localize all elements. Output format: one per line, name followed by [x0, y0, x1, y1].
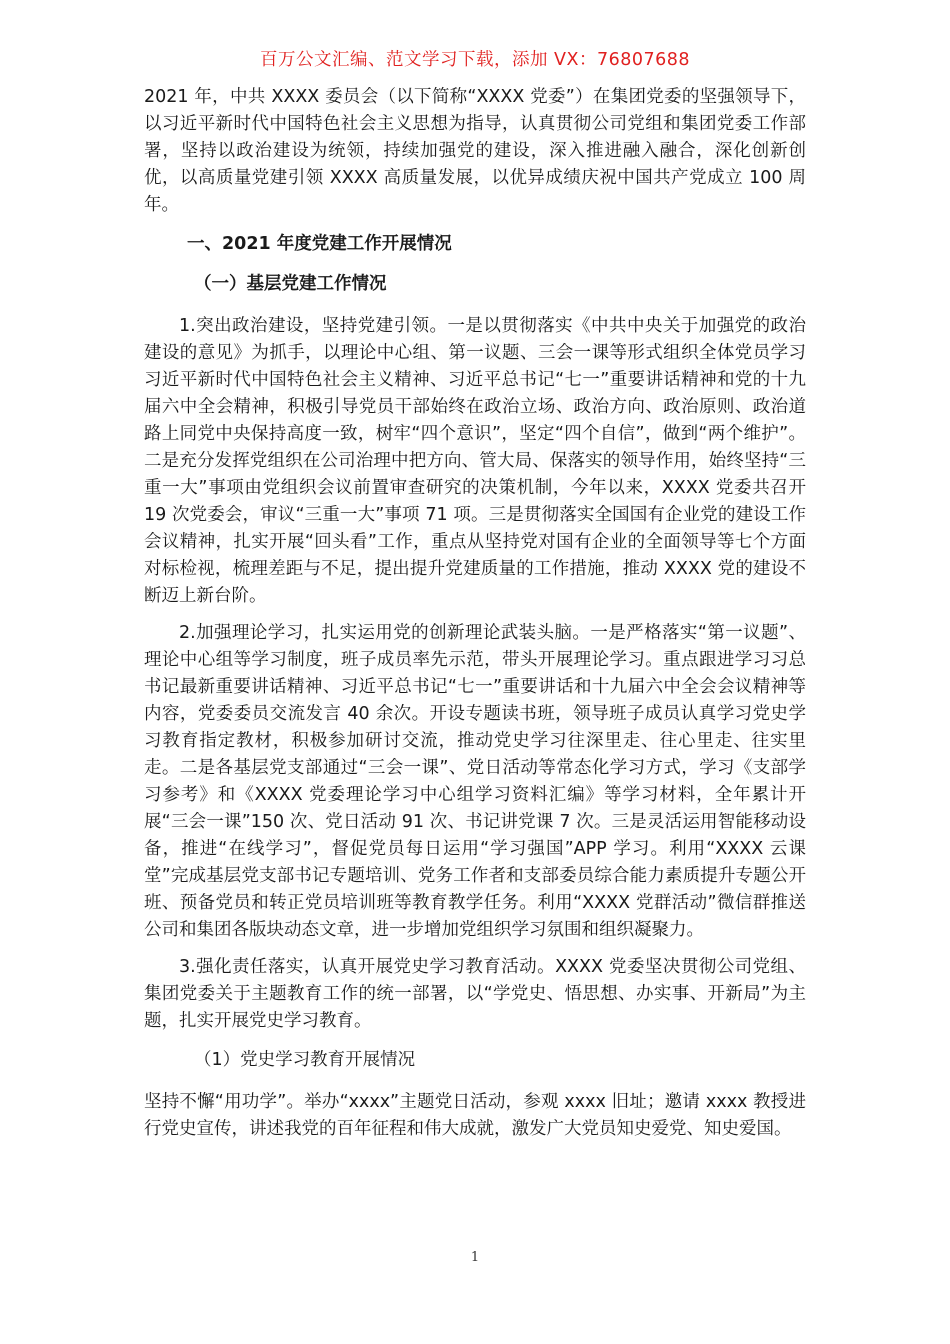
subsection-heading: （一）基层党建工作情况 [194, 274, 387, 294]
sub-item-heading: （1）党史学习教育开展情况 [194, 1050, 416, 1070]
document-body [144, 84, 806, 1153]
intro-paragraph: 2021 年，中共 XXXX 委员会（以下简称“XXXX 党委”）在集团党委的坚强领导下，以习近平新时代中国特色社会主义思想为指导，认真贯彻公司党组和集团党委工作部署，坚持以政治建设为统领，持续加强党的建设，深入推进融入融合，深化创新创优，以高质量党建引领 XXXX 高质量发展，以优异成绩庆祝中国共产党成立 100 周年。 [144, 87, 806, 215]
paragraph-theory-study: 2.加强理论学习，扎实运用党的创新理论武装头脑。一是严格落实“第一议题”、理论中心组等学习制度，班子成员率先示范，带头开展理论学习。重点跟进学习习总书记最新重要讲话精神、习近平总书记“七一”重要讲话和十九届六中全会会议精神等内容，党委委员交流发言 40 余次。开设专题读书班，领导班子成员认真学习党史学习教育指定教材，积极参加研讨交流，推动党史学习往深里走、往心里走、往实里走。二是各基层党支部通过“三会一课”、党日活动等常态化学习方式，学习《支部学习参考》和《XXXX 党委理论学习中心组学习资料汇编》等学习材料，全年累计开展“三会一课”150 次、党日活动 91 次、书记讲党课 7 次。三是灵活运用智能移动设备，推进“在线学习”，督促党员每日运用“学习强国”APP 学习。利用“XXXX 云课堂”完成基层党支部书记专题培训、党务工作者和支部委员综合能力素质提升专题公开班、预备党员和转正党员培训班等教育教学任务。利用“XXXX 党群活动”微信群推送公司和集团各版块动态文章，进一步增加党组织学习氛围和组织凝聚力。 [144, 623, 806, 940]
paragraph-responsibility: 3.强化责任落实，认真开展党史学习教育活动。XXXX 党委坚决贯彻公司党组、集团党委关于主题教育工作的统一部署，以“学党史、悟思想、办实事、开新局”为主题，扎实开展党史学习教育。 [144, 957, 806, 1031]
paragraph-political-building: 1.突出政治建设，坚持党建引领。一是以贯彻落实《中共中央关于加强党的政治建设的意见》为抓手，以理论中心组、第一议题、三会一课等形式组织全体党员学习习近平新时代中国特色社会主义精神、习近平总书记“七一”重要讲话精神和党的十九届六中全会精神，积极引导党员干部始终在政治立场、政治方向、政治原则、政治道路上同党中央保持高度一致，树牢“四个意识”，坚定“四个自信”，做到“两个维护”。二是充分发挥党组织在公司治理中把方向、管大局、保落实的领导作用，始终坚持“三重一大”事项由党组织会议前置审查研究的决策机制，今年以来，XXXX 党委共召开 19 次党委会，审议“三重一大”事项 71 项。三是贯彻落实全国国有企业党的建设工作会议精神，扎实开展“回头看”工作，重点从坚持党对国有企业的全面领导等七个方面对标检视，梳理差距与不足，提出提升党建质量的工作措施，推动 XXXX 党的建设不断迈上新台阶。 [144, 316, 806, 606]
section-heading-1: 一、2021 年度党建工作开展情况 [187, 234, 452, 254]
promo-banner: 百万公文汇编、范文学习下载，添加 VX：76807688 [259, 50, 691, 70]
page-number: 1 [470, 1250, 480, 1265]
paragraph-history-education: 坚持不懈“用功学”。举办“xxxx”主题党日活动，参观 xxxx 旧址；邀请 xxxx 教授进行党史宣传，讲述我党的百年征程和伟大成就，激发广大党员知史爱党、知史爱国。 [144, 1092, 806, 1139]
